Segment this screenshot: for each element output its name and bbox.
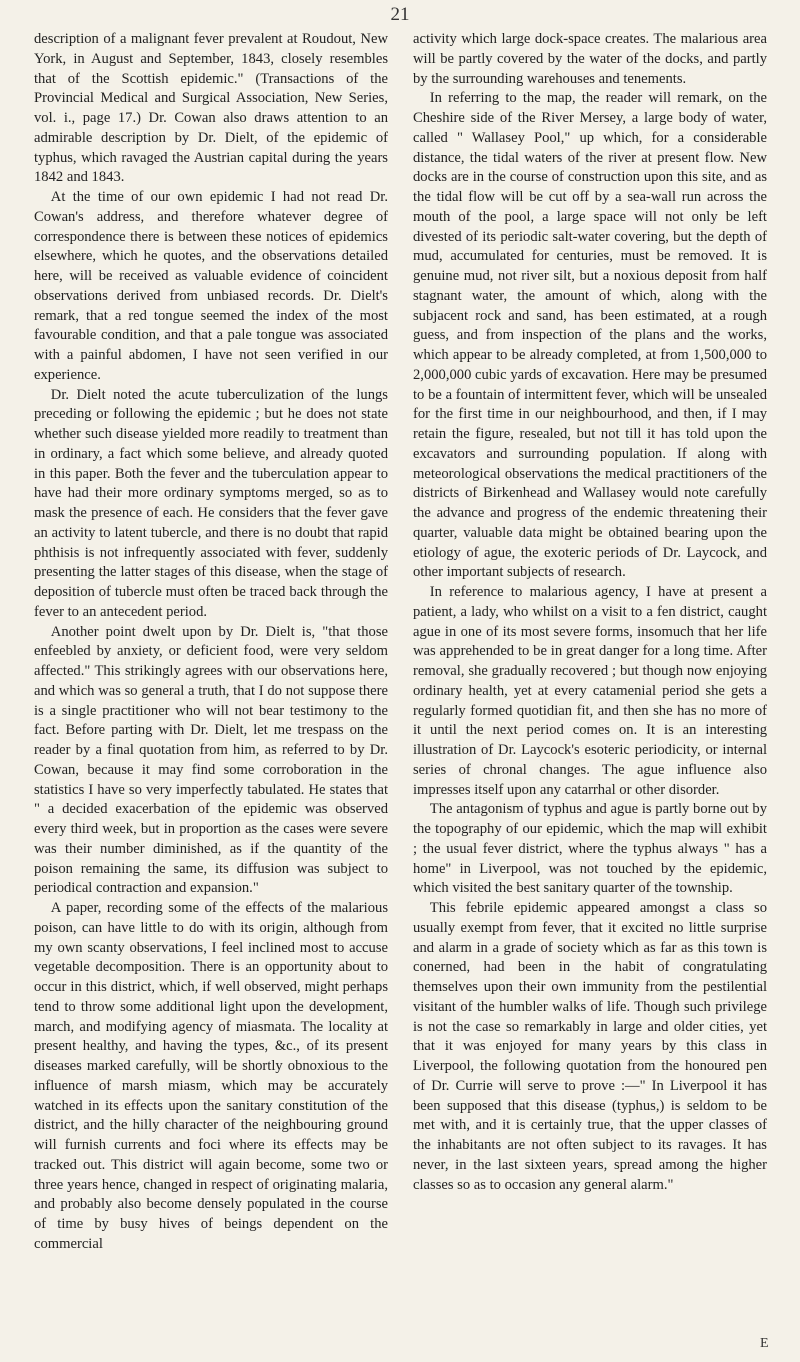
paragraph-left-3: Dr. Dielt noted the acute tuberculization of the lungs preceding or following the epidemic ; but he does not state whether such disease yielded more readily to treatment than in ordinary, a fact which some believe, and already quoted in this paper. Both the fever and the tuberculation appear to have had their more ordinary symptoms merged, so as to mask the presence of each. He considers that the fever gave an activity to latent tubercle, and there is no doubt that rapid phthisis is not infrequently associated with fever, suddenly presenting the latter stages of this disease, when the stage of deposition of tubercle must often be traced back through the fever to an antecedent period. xyxy=(34,386,388,620)
paragraph-right-1: activity which large dock-space creates. The malarious area will be partly covered by the water of the docks, and partly by the surrounding warehouses and tenements. xyxy=(413,31,767,87)
paragraph-left-5: A paper, recording some of the effects of the malarious poison, can have little to do with its origin, although from my own scanty observations, I feel inclined most to accuse vegetable decomposition. There is an opportunity about to occur in this district, which, if well observed, might perhaps tend to throw some additional light upon the development, march, and modifying agency of miasmata. The locality at present healthy, and having the types, &c., of its present diseases marked carefully, will be shortly obnoxious to the influence of marsh miasm, which may be accurately watched in its effects upon the sanitary constitution of the district, and the hilly character of the neighbouring ground will furnish currents and foci where its effects may be tracked out. This district will again become, some two or three years hence, changed in respect of originating malaria, and probably also become densely populated in the course of time by busy hives of beings dependent on the commercial xyxy=(34,900,388,1252)
signature-mark: E xyxy=(760,1336,769,1351)
paragraph-left-2: At the time of our own epidemic I had not read Dr. Cowan's address, and therefore whatever degree of correspondence there is between these notices of epidemics elsewhere, which he quotes, and the observations detailed here, will be received as valuable evidence of coincident observations derived from unbiased records. Dr. Dielt's remark, that a red tongue seemed the index of the most favourable condition, and that a pale tongue was associated with a painful abdomen, I have not seen verified in our experience. xyxy=(34,189,388,383)
paragraph-left-4: Another point dwelt upon by Dr. Dielt is, "that those enfeebled by anxiety, or deficient food, were very seldom affected." This strikingly agrees with our observations here, and which was so general a truth, that I do not suppose there is a single practitioner who will not bear testimony to the fact. Before parting with Dr. Dielt, let me trespass on the reader by a final quotation from him, as referred to by Dr. Cowan, because it may find some corroboration in the statistics I have so very imperfectly tabulated. He states that " a decided exacerbation of the epidemic was observed every third week, but in proportion as the cases were severe was their number diminished, as if the quantity of the poison remaining the same, its diffusion was subject to periodical contraction and expansion." xyxy=(34,623,388,897)
paragraph-right-4: The antagonism of typhus and ague is partly borne out by the topography of our epidemic, which the map will exhibit ; the usual fever district, where the typhus always " has a home" in Liverpool, was not touched by the epidemic, which visited the best sanitary quarter of the township. xyxy=(413,801,767,897)
right-column xyxy=(413,30,767,1195)
left-column xyxy=(34,30,388,1255)
paragraph-right-3: In reference to malarious agency, I have at present a patient, a lady, who whilst on a visit to a fen district, caught ague in one of its most severe forms, insomuch that her life was apprehended to be in great danger for a long time. After removal, she gradually recovered ; but though now enjoying ordinary health, yet at every catamenial period she gets a regularly formed quotidian fit, and then she has no more of it until the next period comes on. It is an interesting illustration of Dr. Laycock's esoteric periodicity, or internal series of chronal changes. The ague influence also impresses itself upon any catarrhal or other disorder. xyxy=(413,584,767,798)
page-number: 21 xyxy=(390,4,410,25)
paragraph-left-1: description of a malignant fever prevalent at Roudout, New York, in August and September, 1843, closely resembles that of the Scottish epidemic." (Transactions of the Provincial Medical and Surgical Association, New Series, vol. i., page 17.) Dr. Cowan also draws attention to an admirable description by Dr. Dielt, of the epidemic of typhus, which ravaged the Austrian capital during the years 1842 and 1843. xyxy=(34,31,388,186)
paragraph-right-2: In referring to the map, the reader will remark, on the Cheshire side of the River Mersey, a large body of water, called " Wallasey Pool," up which, for a considerable distance, the tidal waters of the river at present flow. New docks are in the course of construction upon this site, and as the tidal flow will be cut off by a sea-wall run across the mouth of the pool, a large space will not only be left divested of its periodic salt-water covering, but the depth of mud, accumulated for centuries, must be removed. It is genuine mud, not river silt, but a noxious deposit from half stagnant water, the amount of which, along with the subjacent rock and sand, has been estimated, at a rough guess, and from inspection of the plans and the works, which appear to be already completed, at from 1,500,000 to 2,000,000 cubic yards of excavation. Here may be presumed to be a fountain of intermittent fever, which will be unsealed for the first time in our neighbourhood, and then, if I may retain the figure, resealed, but not till it has told upon the excavators and surrounding population. If along with meteorological observations the medical practitioners of the districts of Birkenhead and Wallasey would note carefully the advance and progress of the endemic threatening their quarter, valuable data might be obtained bearing upon the etiology of ague, the exoteric periods of Dr. Laycock, and other important subjects of research. xyxy=(413,90,767,581)
paragraph-right-5: This febrile epidemic appeared amongst a class so usually exempt from fever, that it excited no little surprise and alarm in a grade of society which as far as this town is conerned, had been in the habit of congratulating themselves upon their own immunity from the pestilential visitant of the humbler walks of life. Though such privilege is not the case so remarkably in large and older cities, yet that it was enjoyed for many years by this class in Liverpool, the following quotation from the honoured pen of Dr. Currie will serve to prove :—" In Liverpool it has been supposed that this disease (typhus,) is seldom to be met with, and it is certainly true, that the upper classes of the inhabitants are not often subject to its ravages. It has never, in the last sixteen years, spread among the higher classes so as to occasion any general alarm." xyxy=(413,900,767,1193)
